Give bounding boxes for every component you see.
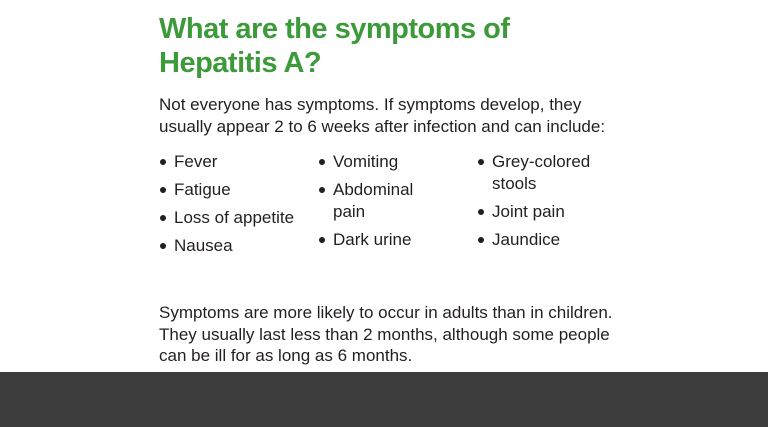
intro-paragraph: Not everyone has symptoms. If symptoms develop, they usually appear 2 to 6 weeks after infection and can include: [159,95,606,136]
footer-bar [0,372,768,427]
list-item: Grey-colored stools [477,151,607,195]
list-item: Loss of appetite [159,207,319,229]
closing-paragraph: Symptoms are more likely to occur in adults than in children. They usually last less than 2 months, although some people can be ill for as long as 6 months. [159,303,613,365]
list-item: Abdominal pain [318,179,428,223]
symptom-column-2 [318,151,468,257]
symptom-column-3 [477,151,627,257]
list-item: Jaundice [477,229,627,251]
document-content [159,12,629,365]
list-item: Joint pain [477,201,627,223]
list-item: Nausea [159,235,319,257]
symptom-column-1 [159,151,319,263]
list-item: Fever [159,151,319,173]
list-item: Dark urine [318,229,468,251]
list-item: Fatigue [159,179,319,201]
page-title: What are the symptoms of Hepatitis A? [159,13,510,79]
symptom-list [159,151,629,261]
list-item: Vomiting [318,151,468,173]
